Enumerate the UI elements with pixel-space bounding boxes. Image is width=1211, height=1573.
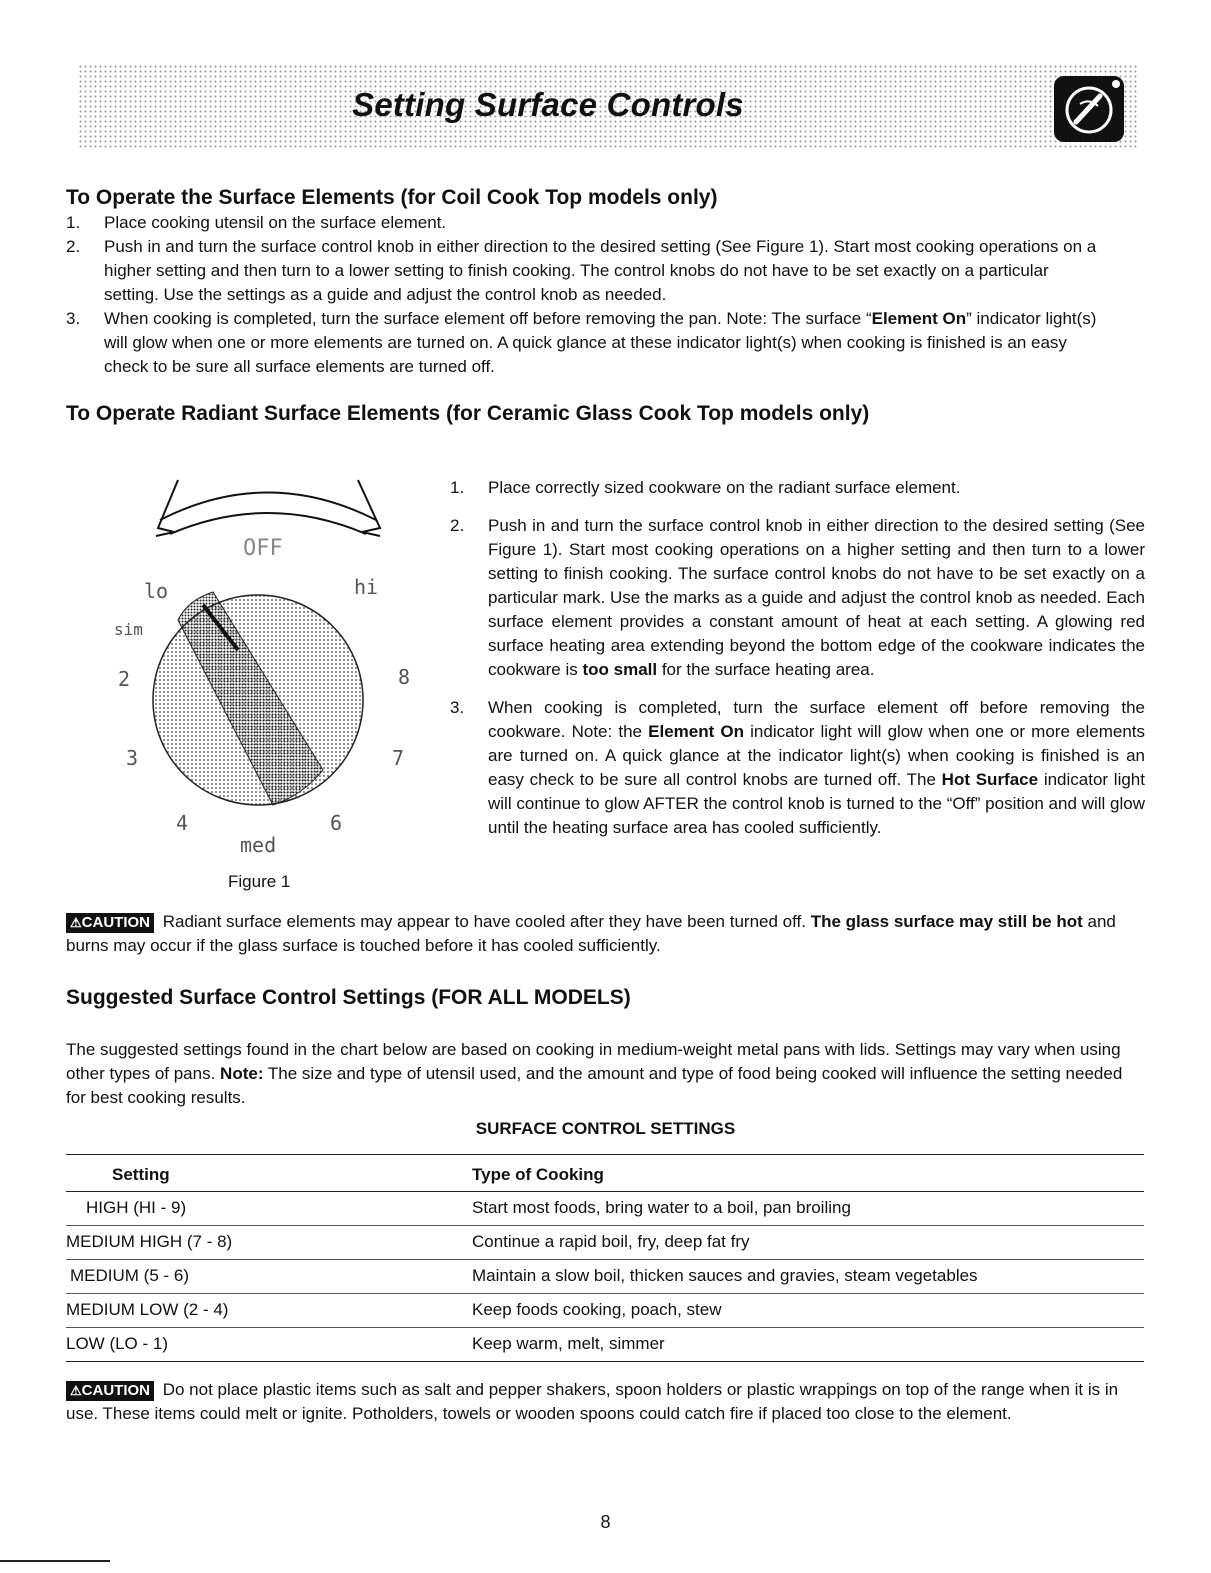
knob-label-6: 6 (330, 811, 343, 835)
knob-label-med: med (240, 833, 277, 857)
knob-label-7: 7 (392, 746, 405, 770)
footer-rule (0, 1560, 110, 1562)
table-row: LOW (LO - 1) Keep warm, melt, simmer (66, 1328, 1144, 1362)
list-item: 1. Place cooking utensil on the surface element. (66, 213, 447, 232)
table-row: HIGH (HI - 9) Start most foods, bring water to a boil, pan broiling (66, 1192, 1144, 1226)
knob-label-8: 8 (398, 665, 411, 689)
knob-label-hi: hi (354, 575, 379, 599)
section3-heading: Suggested Surface Control Settings (FOR ALL MODELS) (66, 986, 631, 1009)
list-item: 3. When cooking is completed, turn the surface element off before removing the cookware. Note: the Element On indicator light will glow when one or more elements are turned on. A quick glance at the indicator light(s) when cooking is finished is an easy check to be sure all control knobs are turned off. The Hot Surface indicator light will continue to glow AFTER the control knob is turned to the “Off” position and will glow until the heating surface area has cooled sufficiently. (450, 698, 1146, 837)
list-item: 1. Place correctly sized cookware on the radiant surface element. (450, 478, 961, 497)
warning-icon: ⚠ (70, 915, 82, 930)
figure-caption: Figure 1 (228, 872, 291, 891)
table-header-row (66, 1155, 1144, 1192)
caution-badge: ⚠CAUTION (66, 913, 154, 933)
knob-label-sim: sim (114, 620, 143, 639)
section1-steps (66, 211, 1106, 379)
section1-heading: To Operate the Surface Elements (for Coil Cook Top models only) (66, 186, 718, 209)
knob-label-3: 3 (126, 746, 139, 770)
settings-table (66, 1154, 1144, 1362)
table-row: MEDIUM (5 - 6) Maintain a slow boil, thicken sauces and gravies, steam vegetables (66, 1260, 1144, 1294)
page-title: Setting Surface Controls (352, 86, 744, 123)
knob-label-lo: lo (144, 579, 169, 603)
warning-icon: ⚠ (70, 1383, 82, 1398)
knob-label-4: 4 (176, 811, 189, 835)
table-row: MEDIUM LOW (2 - 4) Keep foods cooking, poach, stew (66, 1294, 1144, 1328)
section3-intro: The suggested settings found in the chart below are based on cooking in medium-weight metal pans with lids. Settings may vary when using other types of pans. Note: The size and type of utensil used, and the amount and type of food being cooked will influence the setting needed for best cooking results. (66, 1040, 1123, 1107)
table-title: SURFACE CONTROL SETTINGS (475, 1119, 736, 1138)
cooktop-icon (1054, 76, 1124, 142)
list-item: 3. When cooking is completed, turn the surface element off before removing the pan. Note: The surface “Element On” indicator light(s) will glow when one or more elements are turned on. A quick glance at these indicator light(s) when cooking is finished is an easy check to be sure all surface elements are turned off. (66, 309, 1097, 376)
page-number: 8 (600, 1512, 611, 1532)
section2-heading: To Operate Radiant Surface Elements (for Ceramic Glass Cook Top models only) (66, 402, 870, 425)
page-banner (78, 64, 1138, 148)
knob-label-2: 2 (118, 667, 131, 691)
knob-diagram (114, 470, 418, 900)
column-header-type: Type of Cooking (472, 1155, 1144, 1192)
caution-note-2: ⚠CAUTION Do not place plastic items such as salt and pepper shakers, spoon holders or plastic wrappings on top of the range when it is in use. These items could melt or ignite. Potholders, towels or wooden spoons could catch fire if placed too close to the element. (66, 1380, 1119, 1423)
knob-label-off: OFF (243, 536, 283, 561)
table-row: MEDIUM HIGH (7 - 8) Continue a rapid boil, fry, deep fat fry (66, 1226, 1144, 1260)
list-item: 2. Push in and turn the surface control knob in either direction to the desired setting (See Figure 1). Start most cooking operations on a higher setting and then turn to a lower setting to finish cooking. The surface control knobs do not have to be set exactly on a particular mark. Use the marks as a guide and adjust the control knob as needed. Each surface element provides a constant amount of heat at each setting. A glowing red surface heating area extending beyond the bottom edge of the cookware indicates the cookware is too small for the surface heating area. (450, 516, 1145, 679)
section2-steps (450, 476, 1145, 854)
list-item: 2. Push in and turn the surface control knob in either direction to the desired setting (See Figure 1). Start most cooking operations on a higher setting and then turn to a lower setting to finish cooking. The control knobs do not have to be set exactly on a particular setting. Use the settings as a guide and adjust the control knob as needed. (66, 237, 1097, 304)
caution-note-1: ⚠CAUTION Radiant surface elements may appear to have cooled after they have been turned off. The glass surface may still be hot and burns may occur if the glass surface is touched before it has cooled sufficiently. (66, 912, 1116, 955)
column-header-setting: Setting (66, 1155, 472, 1192)
caution-badge: ⚠CAUTION (66, 1381, 154, 1401)
